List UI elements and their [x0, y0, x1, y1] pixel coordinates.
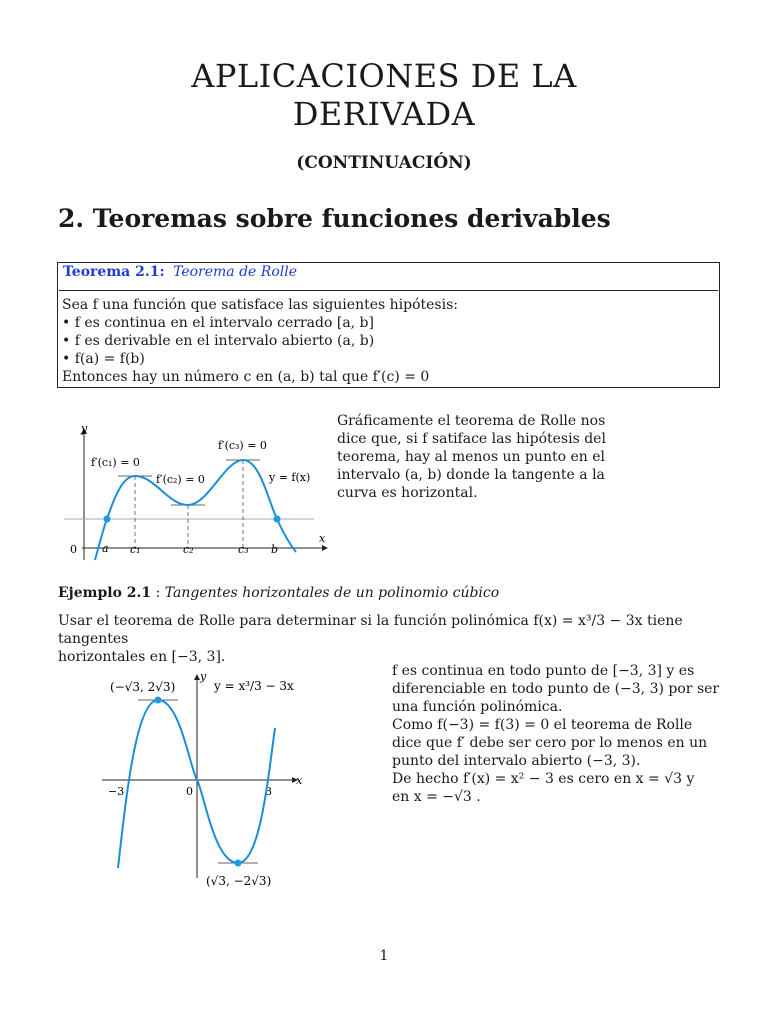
example-title: Tangentes horizontales de un polinomio cúbico: [164, 585, 500, 601]
explanation-line: Gráficamente el teorema de Rolle nos: [337, 413, 606, 429]
theorem-header: [63, 264, 297, 280]
tick-c1: c₁: [130, 543, 141, 556]
theorem-line: • f es continua en el intervalo cerrado [a, b]: [62, 315, 374, 331]
explanation-line: diferenciable en todo punto de (−3, 3) por ser: [392, 681, 720, 697]
theorem-line: • f es derivable en el intervalo abierto (a, b): [62, 333, 375, 349]
theorem-name: Teorema de Rolle: [173, 264, 297, 280]
explanation-line: De hecho f′(x) = x² − 3 es cero en x = √3 y: [392, 771, 695, 787]
explanation-line: dice que f′ debe ser cero por lo menos en un: [392, 735, 708, 751]
explanation-line: curva es horizontal.: [337, 485, 478, 501]
explanation-line: Como f(−3) = f(3) = 0 el teorema de Rolle: [392, 717, 693, 733]
theorem-box: [57, 262, 720, 388]
theorem-label: Teorema 2.1:: [63, 264, 165, 280]
label-max: (−√3, 2√3): [110, 680, 176, 694]
theorem-line: • f(a) = f(b): [62, 351, 145, 367]
theorem-line: Entonces hay un número c en (a, b) tal que f′(c) = 0: [62, 369, 430, 385]
x-axis-label: x: [296, 774, 303, 787]
tick-b: b: [271, 543, 279, 556]
example-explanation: [392, 662, 722, 806]
explanation-line: en x = −√3 .: [392, 789, 481, 805]
explanation-line: dice que, si f satiface las hipótesis del: [337, 431, 606, 447]
tick-c2: c₂: [183, 543, 194, 556]
section-heading: 2. Teoremas sobre funciones derivables: [58, 204, 611, 233]
theorem-divider: [59, 290, 718, 291]
point-min: [235, 860, 242, 867]
explanation-line: f es continua en todo punto de [−3, 3] y es: [392, 663, 695, 679]
explanation-line: punto del intervalo abierto (−3, 3).: [392, 753, 641, 769]
page-title-line2: DERIVADA: [292, 95, 476, 133]
statement-line: Usar el teorema de Rolle para determinar si la función polinómica f(x) = x³/3 − 3x tiene tangentes: [58, 613, 683, 647]
example-separator: :: [155, 585, 161, 601]
theorem-line: Sea f una función que satisface las siguientes hipótesis:: [62, 297, 458, 313]
tick-neg3: −3: [108, 785, 125, 798]
origin-label: 0: [186, 785, 193, 798]
rolle-graph: [60, 420, 330, 565]
label-fc3: f′(c₃) = 0: [218, 439, 267, 452]
example-label: Ejemplo 2.1: [58, 585, 152, 601]
point-a: [104, 516, 111, 523]
label-curve: y = f(x): [269, 471, 311, 484]
explanation-line: una función polinómica.: [392, 699, 563, 715]
page-title-line1: APLICACIONES DE LA: [191, 57, 577, 95]
rolle-explanation: [337, 412, 607, 502]
origin-label: 0: [70, 543, 77, 556]
example-statement: [58, 612, 718, 666]
statement-line: horizontales en [−3, 3].: [58, 649, 226, 665]
tick-c3: c₃: [238, 543, 249, 556]
page-number: 1: [379, 948, 389, 964]
point-b: [274, 516, 281, 523]
page-subtitle: (CONTINUACIÓN): [296, 153, 472, 173]
label-fc1: f′(c₁) = 0: [91, 456, 140, 469]
point-max: [155, 697, 162, 704]
cubic-graph: [100, 668, 310, 898]
theorem-body: [62, 296, 458, 386]
y-axis-label: y: [200, 670, 207, 683]
explanation-line: intervalo (a, b) donde la tangente a la: [337, 467, 605, 483]
x-axis-label: x: [319, 532, 326, 545]
tick-a: a: [102, 542, 109, 555]
y-axis-label: y: [81, 422, 88, 435]
label-equation: y = x³/3 − 3x: [214, 679, 294, 693]
x-axis-arrow: [322, 545, 328, 551]
explanation-line: teorema, hay al menos un punto en el: [337, 449, 605, 465]
label-fc2: f′(c₂) = 0: [156, 473, 205, 486]
tick-pos3: 3: [265, 785, 272, 798]
example-heading: [58, 585, 499, 601]
label-min: (√3, −2√3): [206, 874, 272, 888]
